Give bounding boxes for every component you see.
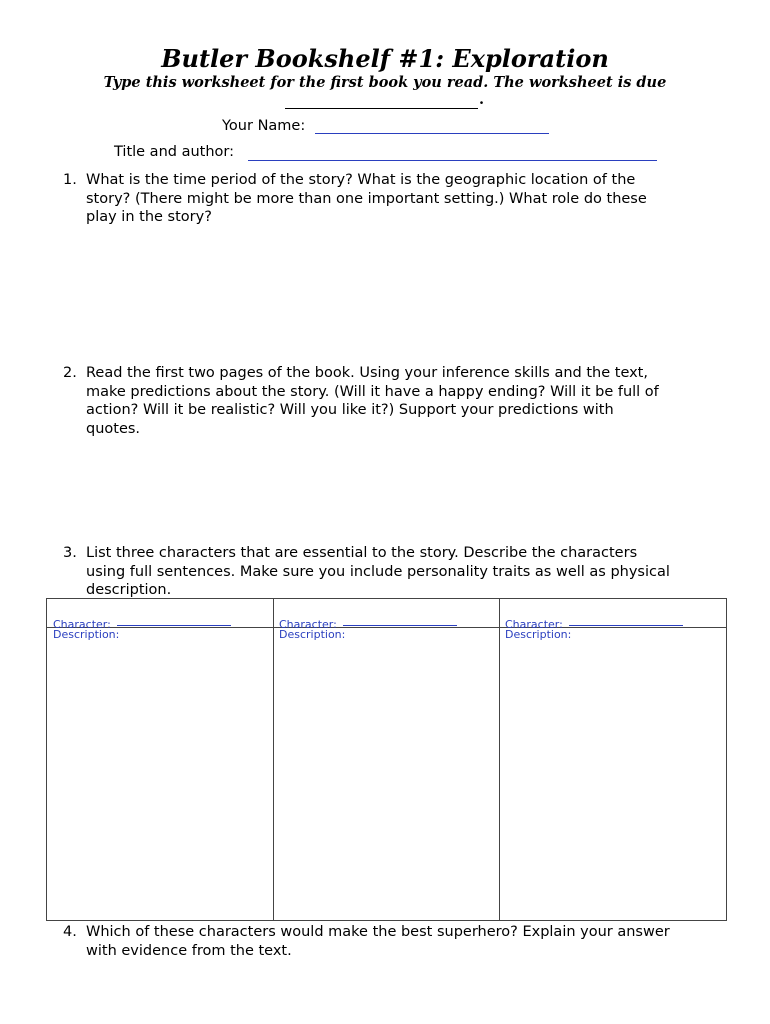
question-1 xyxy=(63,171,723,231)
your-name-label: Your Name: xyxy=(222,118,306,134)
question-3-line: List three characters that are essential to the story. Describe the characters xyxy=(86,545,638,561)
title-author-label: Title and author: xyxy=(114,144,234,160)
title-author-blank[interactable] xyxy=(248,160,657,161)
character-2-blank[interactable] xyxy=(343,625,457,626)
question-1-text xyxy=(86,171,706,227)
question-2-line: quotes. xyxy=(86,420,141,437)
question-2-number: 2. xyxy=(63,365,77,381)
question-2-line: action? Will it be realistic? Will you like it?) Support your predictions with xyxy=(86,402,614,418)
table-column-divider xyxy=(499,599,500,920)
question-3-number: 3. xyxy=(63,545,77,561)
question-4 xyxy=(63,923,723,963)
table-header-divider xyxy=(47,627,726,628)
question-4-number: 4. xyxy=(63,924,77,940)
worksheet-title: Butler Bookshelf #1: Exploration xyxy=(161,44,609,73)
due-date-period: . xyxy=(479,91,485,108)
question-1-line: story? (There might be more than one important setting.) What role do these xyxy=(86,190,647,207)
question-4-text xyxy=(86,923,706,960)
worksheet-instructions: Type this worksheet for the first book you read. The worksheet is due xyxy=(103,74,667,91)
character-1-blank[interactable] xyxy=(117,625,231,626)
question-2-text xyxy=(86,364,706,438)
question-2 xyxy=(63,364,723,444)
question-1-line: What is the time period of the story? What is the geographic location of the xyxy=(86,172,636,188)
question-1-line: play in the story? xyxy=(86,209,212,225)
character-3-label: Character: xyxy=(505,618,563,631)
your-name-blank[interactable] xyxy=(315,133,549,134)
character-1-label: Character: xyxy=(53,618,111,631)
question-3-text xyxy=(86,544,706,600)
question-2-line: Read the first two pages of the book. Using your inference skills and the text, xyxy=(86,365,648,381)
character-2-description-label: Description: xyxy=(279,628,346,641)
character-1-description-label: Description: xyxy=(53,628,120,641)
question-3 xyxy=(63,544,723,600)
question-3-line: using full sentences. Make sure you include personality traits as well as physical xyxy=(86,563,670,580)
question-4-line: Which of these characters would make the best superhero? Explain your answer xyxy=(86,924,670,940)
question-3-line: description. xyxy=(86,582,172,598)
table-column-divider xyxy=(273,599,274,920)
due-date-blank[interactable] xyxy=(285,108,478,109)
character-3-blank[interactable] xyxy=(569,625,683,626)
character-2-label: Character: xyxy=(279,618,337,631)
question-2-line: make predictions about the story. (Will it have a happy ending? Will it be full of xyxy=(86,383,659,400)
character-3-description-label: Description: xyxy=(505,628,572,641)
question-4-line: with evidence from the text. xyxy=(86,942,292,959)
character-table xyxy=(46,598,727,921)
question-1-number: 1. xyxy=(63,172,77,188)
